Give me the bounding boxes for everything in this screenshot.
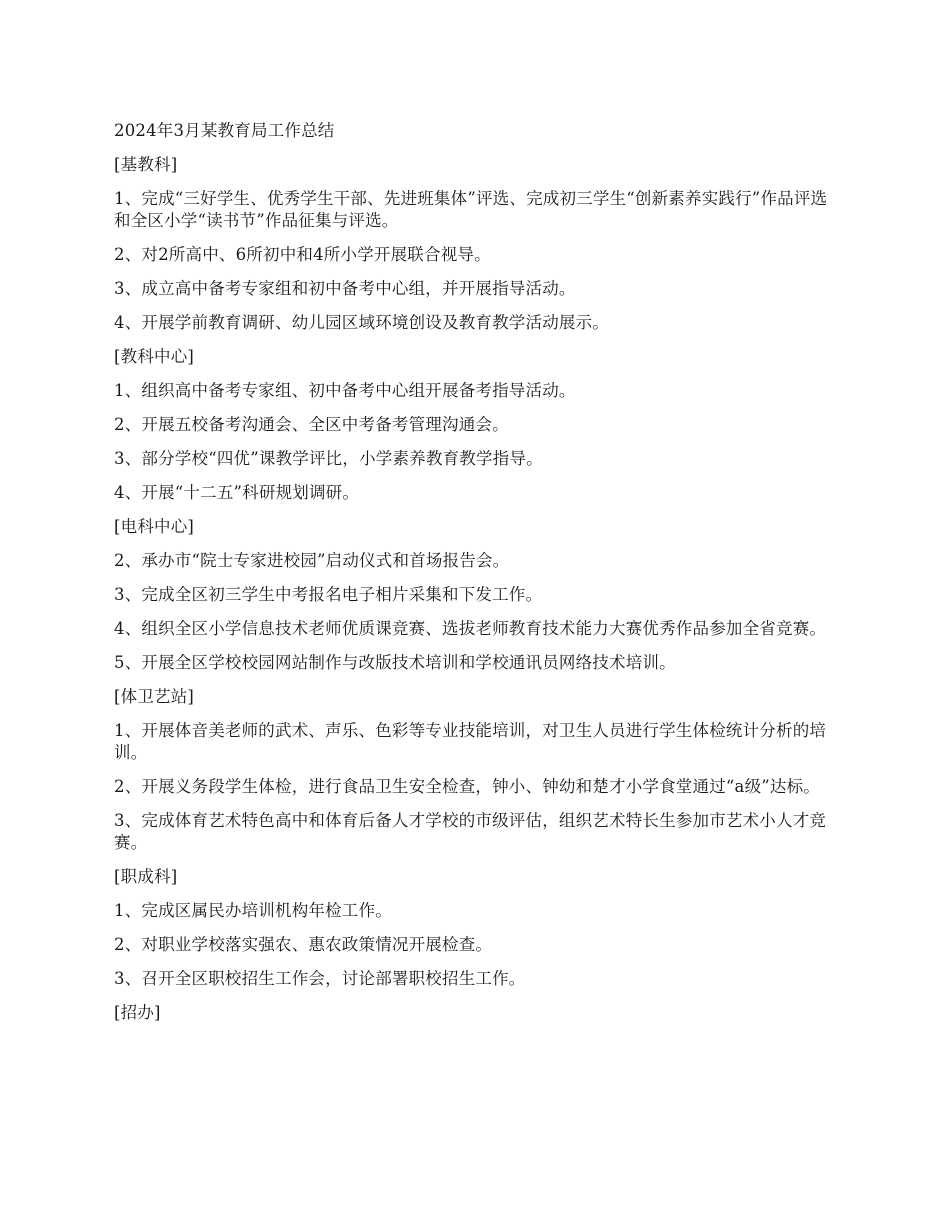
list-item: 3、召开全区职校招生工作会，讨论部署职校招生工作。 xyxy=(114,969,526,988)
list-item: 3、部分学校“四优”课教学评比，小学素养教育教学指导。 xyxy=(114,449,543,468)
list-item: 2、对2所高中、6所初中和4所小学开展联合视导。 xyxy=(114,245,491,264)
section-heading: [基教科] xyxy=(114,155,178,174)
list-item: 5、开展全区学校校园网站制作与改版技术培训和学校通讯员网络技术培训。 xyxy=(114,653,676,672)
document-title: 2024年3月某教育局工作总结 xyxy=(114,121,335,140)
list-item: 2、开展义务段学生体检，进行食品卫生安全检查，钟小、钟幼和楚才小学食堂通过“a级”达标。 xyxy=(114,777,821,796)
section-heading: [教科中心] xyxy=(114,347,195,366)
list-item: 1、完成“三好学生、优秀学生干部、先进班集体”评选、完成初三学生“创新素养实践行”作品评选和全区小学“读书节”作品征集与评选。 xyxy=(114,189,828,230)
list-item: 3、完成全区初三学生中考报名电子相片采集和下发工作。 xyxy=(114,585,543,604)
section-heading: [招办] xyxy=(114,1003,161,1022)
list-item: 1、组织高中备考专家组、初中备考中心组开展备考指导活动。 xyxy=(114,381,576,400)
list-item: 4、开展学前教育调研、幼儿园区域环境创设及教育教学活动展示。 xyxy=(114,313,609,332)
section-heading: [职成科] xyxy=(114,867,178,886)
list-item: 2、开展五校备考沟通会、全区中考备考管理沟通会。 xyxy=(114,415,509,434)
list-item: 2、承办市“院士专家进校园”启动仪式和首场报告会。 xyxy=(114,551,510,570)
section-heading: [体卫艺站] xyxy=(114,687,195,706)
list-item: 3、完成体育艺术特色高中和体育后备人才学校的市级评估，组织艺术特长生参加市艺术小人才竞赛。 xyxy=(114,811,827,852)
list-item: 3、成立高中备考专家组和初中备考中心组，并开展指导活动。 xyxy=(114,279,576,298)
list-item: 2、对职业学校落实强农、惠农政策情况开展检查。 xyxy=(114,935,493,954)
document-content xyxy=(114,154,836,1024)
list-item: 1、完成区属民办培训机构年检工作。 xyxy=(114,901,392,920)
section-heading: [电科中心] xyxy=(114,517,195,536)
list-item: 1、开展体音美老师的武术、声乐、色彩等专业技能培训，对卫生人员进行学生体检统计分析的培训。 xyxy=(114,721,827,762)
list-item: 4、开展“十二五”科研规划调研。 xyxy=(114,483,360,502)
document-body xyxy=(114,120,836,1036)
list-item: 4、组织全区小学信息技术老师优质课竞赛、选拔老师教育技术能力大赛优秀作品参加全省竞赛。 xyxy=(114,619,827,638)
